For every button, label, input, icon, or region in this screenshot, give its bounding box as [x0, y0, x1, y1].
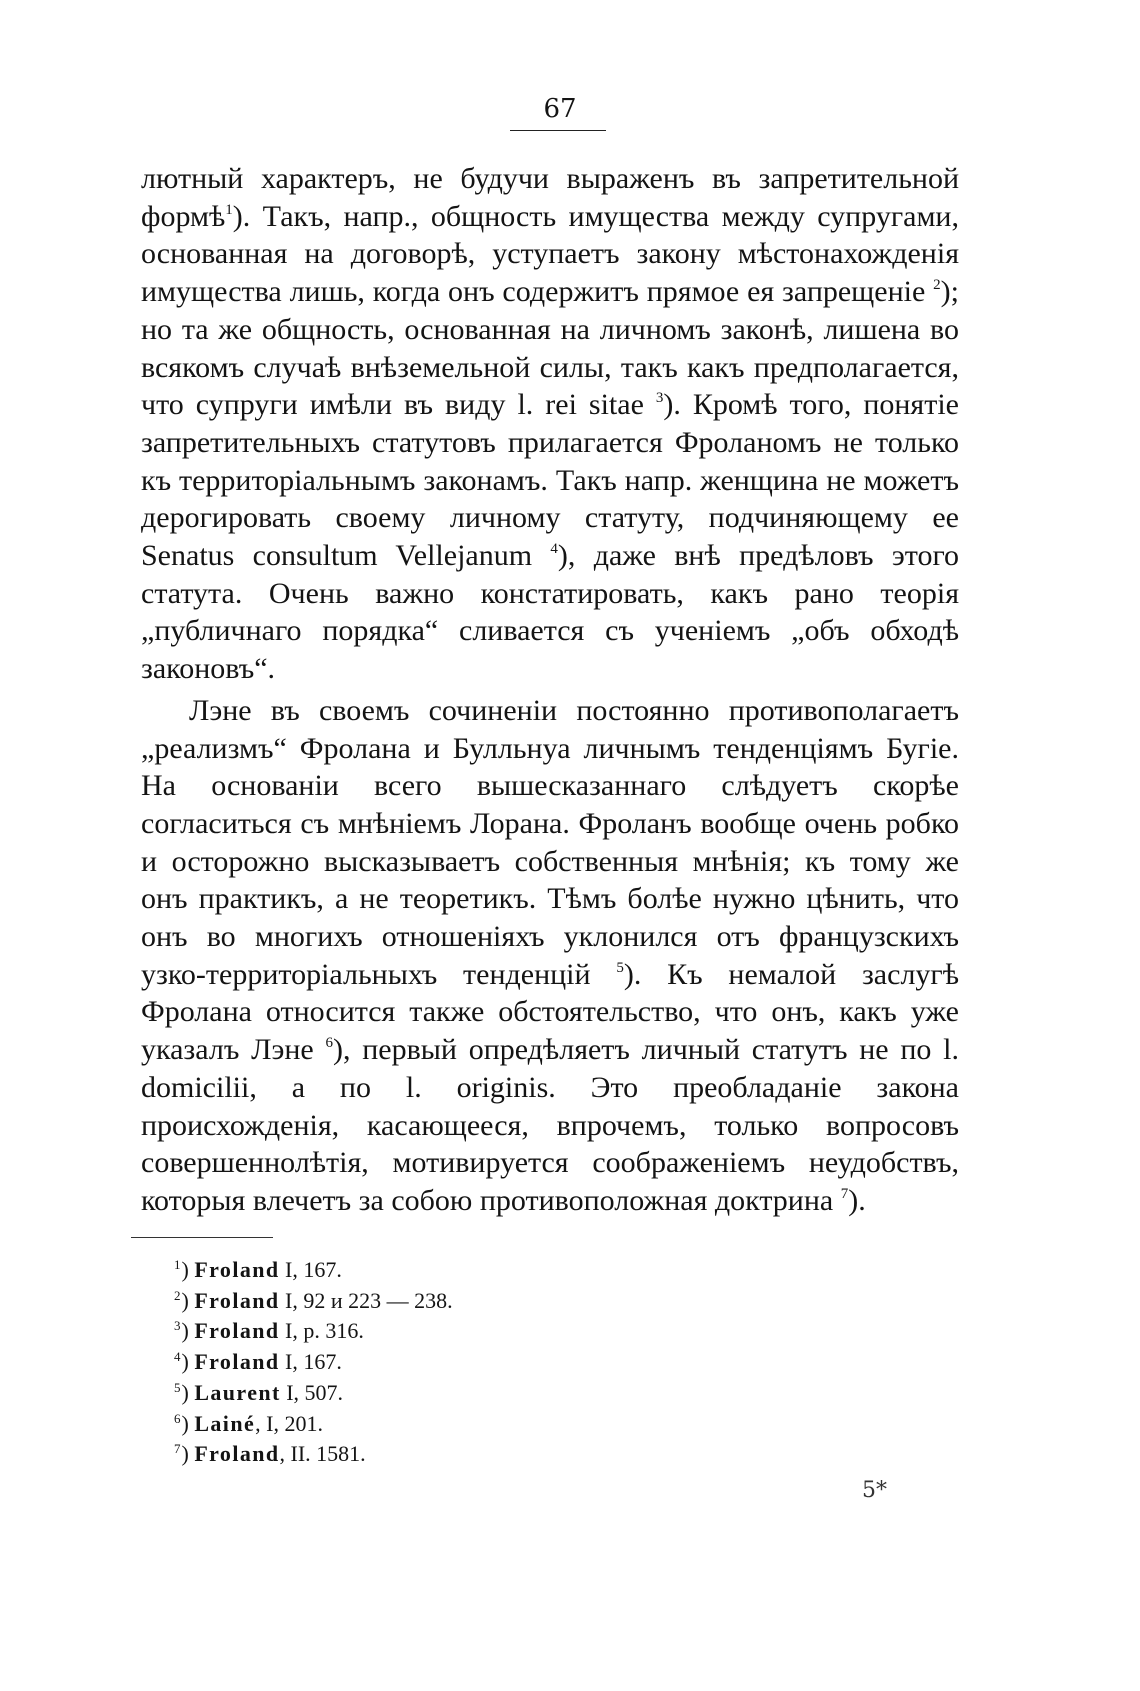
footnote-mark-paren: ) [181, 1257, 195, 1282]
footnote-mark-paren: ) [181, 1318, 195, 1344]
text-run: лютный характеръ, не будучи выраженъ въ запретительной формѣ [141, 162, 959, 233]
printer-signature-mark: 5* [862, 1478, 887, 1503]
footnote-mark-paren: ) [181, 1349, 195, 1375]
footnote [174, 1440, 674, 1471]
footnote-mark-paren: ) [181, 1441, 195, 1467]
footnote-mark: 7 [174, 1441, 181, 1457]
footnote-mark-paren: ) [181, 1379, 195, 1405]
text-run: ), первый опредѣляетъ личный статутъ не по l. domicilii, а по l. originis. Это преобладаніе закона происхожденія, касающееся, впрочемъ, только вопросовъ совершеннолѣтія, мотивируется соображеніемъ неудобствъ, которыя влечетъ за собою противоположная доктрина [141, 1033, 959, 1217]
footnote [174, 1410, 674, 1441]
text-run: ). Такъ, напр., общность имущества между супругами, основанная на договорѣ, уступаетъ закону мѣстонахожденія имущества лишь, когда онъ содержитъ прямое ея запрещеніе [141, 199, 959, 309]
footnote [174, 1317, 674, 1348]
footnote-reference: 4 [550, 541, 558, 558]
page-number: 67 [543, 94, 577, 124]
footnote-author: Froland [194, 1441, 280, 1467]
paragraph [141, 692, 959, 1220]
footnote-reference-text: I, 167. [279, 1349, 342, 1375]
text-run: ). [848, 1183, 866, 1217]
footnote-author: Froland [194, 1318, 280, 1344]
footnote-reference-text: , I, 201. [255, 1410, 323, 1436]
footnote-author: Froland [194, 1257, 280, 1282]
footnote-mark: 1 [174, 1257, 181, 1272]
paragraph [141, 160, 959, 688]
text-run: Лэне въ своемъ сочиненіи постоянно противополагаетъ „реализмъ“ Фролана и Булльнуа личнымъ тенденціямъ Бугіе. На основаніи всего вышесказаннаго слѣдуетъ скорѣе согласиться съ мнѣніемъ Лорана. Фроланъ вообще очень робко и осторожно высказываетъ собственныя мнѣнія; къ тому же онъ практикъ, а не теоретикъ. Тѣмъ болѣе нужно цѣнить, что онъ во многихъ отношеніяхъ уклонился отъ французскихъ узко-территоріальныхъ тенденцій [141, 693, 959, 991]
footnotes-list [174, 1256, 674, 1471]
text-run: ), даже внѣ предѣловъ этого статута. Очень важно констатировать, какъ рано теорія „публичнаго порядка“ сливается съ ученіемъ „объ обходѣ законовъ“. [141, 539, 959, 686]
footnote-reference-text: I, 507. [280, 1379, 344, 1405]
footnote-mark-paren: ) [181, 1410, 195, 1436]
footnote [174, 1287, 674, 1318]
footnote-reference: 2 [933, 277, 941, 294]
footnote-reference: 5 [616, 959, 624, 976]
footnote-reference-text: , II. 1581. [279, 1441, 366, 1467]
text-run: ). Къ немалой заслугѣ Фролана относится также обстоятельство, что онъ, какъ уже указалъ Лэне [141, 957, 960, 1067]
footnote-mark: 2 [174, 1287, 181, 1303]
footnote-reference-text: I, 92 и 223 — 238. [279, 1287, 453, 1313]
footnote [174, 1379, 674, 1410]
footnote-reference: 1 [225, 201, 233, 218]
footnote-mark: 6 [174, 1410, 181, 1426]
text-run: ). Кромѣ того, понятіе запретительныхъ статутовъ прилагается Фроланомъ не только къ территоріальнымъ законамъ. Такъ напр. женщина не можетъ дерогировать своему личному статуту, подчиняющему ее Senatus consultum Vellejanum [141, 388, 959, 573]
footnote [174, 1348, 674, 1379]
footnote-reference: 3 [655, 390, 664, 407]
body-text [141, 160, 959, 1220]
footnote-mark: 5 [174, 1379, 181, 1395]
footnote-author: Lainé [194, 1410, 256, 1436]
footnote-reference-text: I, 167. [279, 1257, 342, 1282]
footnote-mark: 3 [174, 1318, 181, 1334]
footnote-author: Laurent [194, 1379, 281, 1405]
footnote [174, 1256, 674, 1287]
text-run: ); но та же общность, основанная на личномъ законѣ, лишена во всякомъ случаѣ внѣземельной силы, такъ какъ предполагается, что супруги имѣли въ виду l. rei sitae [141, 275, 959, 422]
footnote-reference: 7 [840, 1185, 849, 1202]
footnote-separator [131, 1237, 273, 1238]
footnote-reference-text: I, p. 316. [279, 1318, 364, 1344]
footnote-mark: 4 [174, 1349, 181, 1365]
footnote-author: Froland [194, 1349, 280, 1375]
footnote-reference: 6 [325, 1035, 333, 1052]
footnote-mark-paren: ) [181, 1287, 195, 1313]
page-number-rule [510, 130, 606, 131]
footnote-author: Froland [194, 1287, 280, 1313]
